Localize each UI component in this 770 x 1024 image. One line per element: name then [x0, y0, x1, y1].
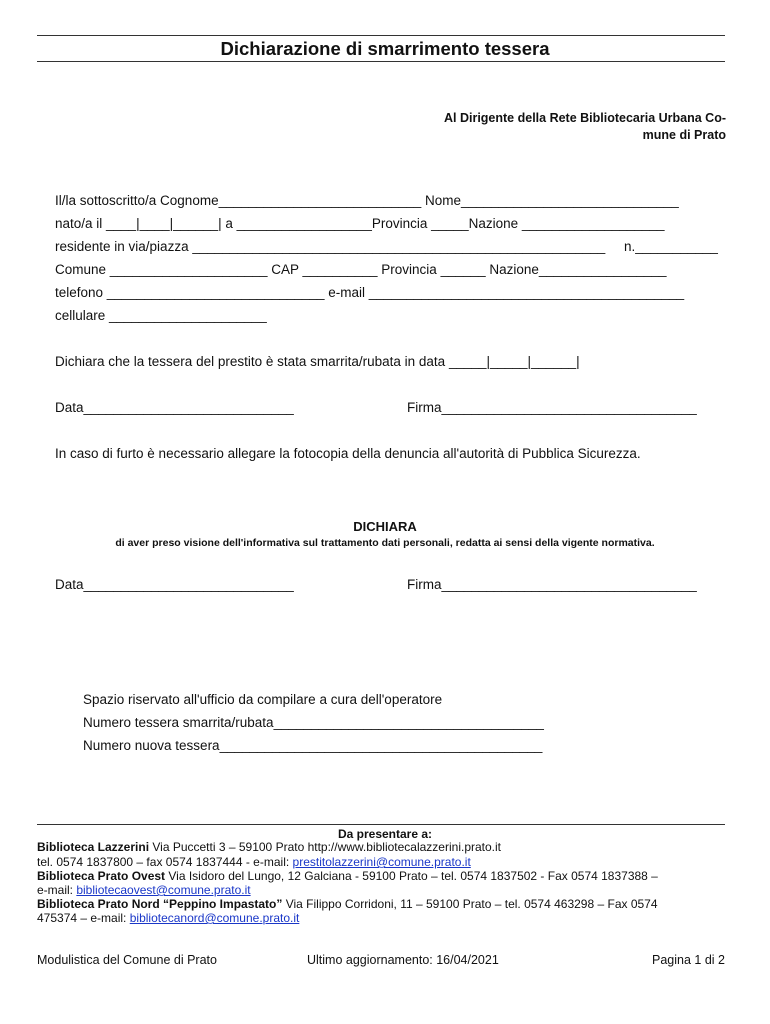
form-line-mobile[interactable]: cellulare _____________________: [55, 308, 267, 323]
dichiara-text: di aver preso visione dell'informativa sul trattamento dati personali, redatta ai sensi della vigente normativa.: [115, 537, 655, 549]
library-ovest: [37, 869, 658, 884]
library-lazzerini-phone: tel. 0574 1837800 – fax 0574 1837444 - e-mail:: [37, 855, 293, 869]
library-nord-name: Biblioteca Prato Nord “Peppino Impastato”: [37, 897, 283, 911]
addressee-line-2: mune di Prato: [642, 128, 726, 142]
library-nord-address: Via Filippo Corridoni, 11 – 59100 Prato – tel. 0574 463298 – Fax 0574: [282, 897, 658, 911]
theft-note: In caso di furto è necessario allegare la fotocopia della denuncia all'autorità di Pubblica Sicurezza.: [55, 446, 641, 461]
form-line-address[interactable]: residente in via/piazza _______________________________________________________ n.___________: [55, 239, 718, 254]
office-heading: Spazio riservato all'ufficio da compilare a cura dell'operatore: [83, 692, 443, 707]
library-lazzerini-address: Via Puccetti 3 – 59100 Prato http://www.bibliotecalazzerini.prato.it: [149, 840, 502, 854]
document-title: Dichiarazione di smarrimento tessera: [220, 38, 550, 59]
title-bottom-rule: [37, 61, 725, 62]
library-nord-contact: [37, 911, 299, 926]
page-footer-right: Pagina 1 di 2: [652, 953, 725, 967]
library-ovest-name: Biblioteca Prato Ovest: [37, 869, 166, 883]
library-lazzerini: [37, 840, 501, 855]
library-ovest-address: Via Isidoro del Lungo, 12 Galciana - 59100 Prato – tel. 0574 1837502 - Fax 0574 1837388 –: [165, 869, 658, 883]
date-field-1[interactable]: Data____________________________: [55, 400, 294, 415]
signature-field-2[interactable]: Firma__________________________________: [407, 577, 697, 592]
date-field-2[interactable]: Data____________________________: [55, 577, 294, 592]
footer-rule: [37, 824, 725, 825]
loss-declaration[interactable]: Dichiara che la tessera del prestito è stata smarrita/rubata in data _____|_____|______|: [55, 354, 580, 369]
dichiara-heading: DICHIARA: [353, 519, 417, 534]
library-nord-fax: 475374 – e-mail:: [37, 911, 130, 925]
page-footer-left: Modulistica del Comune di Prato: [37, 953, 217, 967]
library-lazzerini-email-link[interactable]: prestitolazzerini@comune.prato.it: [292, 855, 471, 869]
library-ovest-email-label: e-mail:: [37, 883, 77, 897]
library-nord-email-link[interactable]: bibliotecanord@comune.prato.it: [129, 911, 300, 925]
signature-field-1[interactable]: Firma__________________________________: [407, 400, 697, 415]
lost-card-number-field[interactable]: Numero tessera smarrita/rubata____________________________________: [83, 715, 544, 730]
title-top-rule: [37, 35, 725, 36]
footer-heading: Da presentare a:: [337, 827, 433, 841]
form-line-birth[interactable]: nato/a il ____|____|______| a __________________Provincia _____Nazione ___________________: [55, 216, 665, 231]
page-footer-center: Ultimo aggiornamento: 16/04/2021: [307, 953, 499, 967]
library-lazzerini-contact: [37, 855, 471, 870]
form-line-city[interactable]: Comune _____________________ CAP __________ Provincia ______ Nazione_________________: [55, 262, 667, 277]
library-lazzerini-name: Biblioteca Lazzerini: [37, 840, 150, 854]
library-ovest-contact: [37, 883, 251, 898]
form-line-name[interactable]: Il/la sottoscritto/a Cognome___________________________ Nome_____________________________: [55, 193, 679, 208]
library-ovest-email-link[interactable]: bibliotecaovest@comune.prato.it: [76, 883, 251, 897]
form-line-contact[interactable]: telefono _____________________________ e-mail __________________________________________: [55, 285, 685, 300]
new-card-number-field[interactable]: Numero nuova tessera___________________________________________: [83, 738, 543, 753]
library-nord: [37, 897, 658, 912]
addressee-line-1: Al Dirigente della Rete Bibliotecaria Urbana Co-: [443, 111, 726, 125]
